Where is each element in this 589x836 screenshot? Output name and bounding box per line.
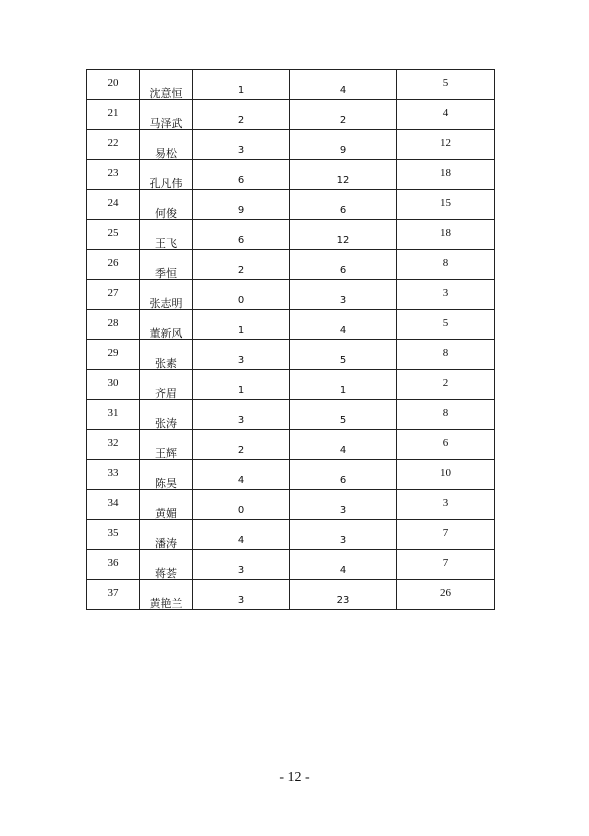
- score-a-cell: [193, 100, 290, 130]
- row-number-cell-text: 27: [107, 287, 119, 299]
- table-row: [87, 430, 495, 460]
- score-a-cell-text: 3: [237, 565, 245, 576]
- row-number-cell: [87, 460, 140, 490]
- row-number-cell-text: 32: [107, 437, 119, 449]
- name-cell-text: 孔凡伟: [149, 178, 183, 190]
- score-a-cell-text: 3: [237, 145, 245, 156]
- total-cell-text: 6: [442, 437, 449, 449]
- total-cell: [397, 550, 495, 580]
- name-cell-text: 潘涛: [155, 538, 177, 550]
- total-cell: [397, 250, 495, 280]
- score-a-cell-text: 1: [237, 85, 245, 96]
- score-b-cell: [290, 310, 397, 340]
- score-b-cell-text: 3: [339, 295, 347, 306]
- table-row: [87, 370, 495, 400]
- score-a-cell: [193, 430, 290, 460]
- page-number: - 12 -: [279, 770, 310, 785]
- table-row: [87, 580, 495, 610]
- score-b-cell-text: 6: [339, 205, 347, 216]
- name-cell: [140, 340, 193, 370]
- name-cell: [140, 220, 193, 250]
- row-number-cell-text: 26: [107, 257, 119, 269]
- table-row: [87, 130, 495, 160]
- score-a-cell: [193, 70, 290, 100]
- score-b-cell-text: 6: [339, 475, 347, 486]
- score-b-cell-text: 9: [339, 145, 347, 156]
- score-a-cell: [193, 520, 290, 550]
- name-cell-text: 黄媚: [155, 508, 177, 520]
- name-cell-text: 沈意恒: [149, 88, 183, 100]
- score-b-cell: [290, 460, 397, 490]
- name-cell: [140, 400, 193, 430]
- score-a-cell-text: 3: [237, 355, 245, 366]
- row-number-cell: [87, 340, 140, 370]
- name-cell-text: 张涛: [155, 418, 177, 430]
- name-cell: [140, 430, 193, 460]
- name-cell: [140, 160, 193, 190]
- total-cell: [397, 280, 495, 310]
- score-a-cell-text: 2: [237, 265, 245, 276]
- name-cell-text: 张素: [155, 358, 177, 370]
- score-a-cell: [193, 280, 290, 310]
- name-cell: [140, 310, 193, 340]
- score-b-cell-text: 4: [339, 325, 347, 336]
- table-row: [87, 490, 495, 520]
- name-cell-text: 王辉: [155, 448, 177, 460]
- score-b-cell: [290, 190, 397, 220]
- score-b-cell: [290, 70, 397, 100]
- score-b-cell-text: 12: [336, 175, 350, 186]
- score-a-cell-text: 4: [237, 475, 245, 486]
- name-cell: [140, 550, 193, 580]
- table-row: [87, 160, 495, 190]
- score-b-cell: [290, 160, 397, 190]
- score-b-cell-text: 5: [339, 355, 347, 366]
- score-b-cell: [290, 400, 397, 430]
- name-cell: [140, 70, 193, 100]
- name-cell: [140, 460, 193, 490]
- total-cell-text: 3: [442, 287, 449, 299]
- score-a-cell-text: 1: [237, 385, 245, 396]
- score-b-cell: [290, 250, 397, 280]
- score-a-cell: [193, 580, 290, 610]
- row-number-cell-text: 35: [107, 527, 119, 539]
- row-number-cell-text: 36: [107, 557, 119, 569]
- score-b-cell-text: 3: [339, 535, 347, 546]
- row-number-cell-text: 31: [107, 407, 119, 419]
- score-b-cell-text: 23: [336, 595, 350, 606]
- total-cell: [397, 220, 495, 250]
- row-number-cell-text: 33: [107, 467, 119, 479]
- score-a-cell-text: 2: [237, 445, 245, 456]
- total-cell-text: 8: [442, 407, 449, 419]
- score-a-cell-text: 0: [237, 505, 245, 516]
- total-cell-text: 4: [442, 107, 449, 119]
- table-row: [87, 520, 495, 550]
- score-a-cell: [193, 340, 290, 370]
- score-b-cell: [290, 280, 397, 310]
- row-number-cell-text: 25: [107, 227, 119, 239]
- total-cell-text: 5: [442, 317, 449, 329]
- table-body: [87, 70, 495, 610]
- name-cell-text: 黄艳兰: [149, 598, 183, 610]
- total-cell-text: 15: [440, 197, 451, 209]
- total-cell: [397, 340, 495, 370]
- row-number-cell-text: 30: [107, 377, 119, 389]
- score-a-cell: [193, 460, 290, 490]
- name-cell-text: 董新风: [149, 328, 183, 340]
- total-cell-text: 18: [440, 227, 451, 239]
- score-a-cell-text: 6: [237, 175, 245, 186]
- name-cell-text: 易松: [155, 148, 177, 160]
- row-number-cell-text: 21: [107, 107, 119, 119]
- name-cell: [140, 280, 193, 310]
- row-number-cell-text: 34: [107, 497, 119, 509]
- row-number-cell-text: 22: [107, 137, 119, 149]
- name-cell-text: 季恒: [155, 268, 177, 280]
- table-row: [87, 310, 495, 340]
- total-cell: [397, 70, 495, 100]
- row-number-cell-text: 29: [107, 347, 119, 359]
- total-cell-text: 3: [442, 497, 449, 509]
- name-cell: [140, 580, 193, 610]
- total-cell-text: 18: [440, 167, 451, 179]
- table-row: [87, 400, 495, 430]
- row-number-cell: [87, 130, 140, 160]
- table-row: [87, 100, 495, 130]
- score-a-cell: [193, 400, 290, 430]
- row-number-cell-text: 37: [107, 587, 119, 599]
- name-cell: [140, 370, 193, 400]
- score-a-cell-text: 3: [237, 415, 245, 426]
- name-cell: [140, 130, 193, 160]
- row-number-cell-text: 24: [107, 197, 119, 209]
- table-row: [87, 460, 495, 490]
- score-a-cell: [193, 490, 290, 520]
- total-cell-text: 7: [442, 527, 449, 539]
- score-b-cell-text: 3: [339, 505, 347, 516]
- name-cell-text: 王飞: [155, 238, 177, 250]
- row-number-cell: [87, 490, 140, 520]
- total-cell: [397, 580, 495, 610]
- score-b-cell-text: 1: [339, 385, 347, 396]
- score-a-cell: [193, 310, 290, 340]
- table-row: [87, 70, 495, 100]
- table-row: [87, 190, 495, 220]
- row-number-cell: [87, 190, 140, 220]
- total-cell: [397, 520, 495, 550]
- name-cell: [140, 100, 193, 130]
- score-a-cell-text: 2: [237, 115, 245, 126]
- row-number-cell: [87, 280, 140, 310]
- total-cell: [397, 490, 495, 520]
- row-number-cell: [87, 310, 140, 340]
- name-cell-text: 马泽武: [149, 118, 183, 130]
- name-cell-text: 张志明: [149, 298, 183, 310]
- total-cell: [397, 130, 495, 160]
- table-row: [87, 550, 495, 580]
- row-number-cell: [87, 430, 140, 460]
- score-b-cell-text: 4: [339, 565, 347, 576]
- score-b-cell: [290, 370, 397, 400]
- score-b-cell-text: 4: [339, 445, 347, 456]
- row-number-cell-text: 20: [107, 77, 119, 89]
- score-a-cell-text: 6: [237, 235, 245, 246]
- row-number-cell: [87, 70, 140, 100]
- score-b-cell: [290, 550, 397, 580]
- total-cell-text: 2: [442, 377, 449, 389]
- total-cell-text: 12: [440, 137, 451, 149]
- score-b-cell-text: 5: [339, 415, 347, 426]
- score-b-cell: [290, 580, 397, 610]
- score-a-cell: [193, 370, 290, 400]
- table-row: [87, 250, 495, 280]
- score-a-cell-text: 0: [237, 295, 245, 306]
- name-cell-text: 何俊: [155, 208, 177, 220]
- score-a-cell: [193, 130, 290, 160]
- total-cell: [397, 100, 495, 130]
- total-cell-text: 8: [442, 347, 449, 359]
- total-cell: [397, 370, 495, 400]
- score-b-cell: [290, 520, 397, 550]
- total-cell: [397, 310, 495, 340]
- score-b-cell-text: 12: [336, 235, 350, 246]
- table-row: [87, 280, 495, 310]
- row-number-cell: [87, 160, 140, 190]
- score-b-cell: [290, 340, 397, 370]
- score-b-cell: [290, 220, 397, 250]
- name-cell-text: 蒋荟: [155, 568, 177, 580]
- row-number-cell: [87, 550, 140, 580]
- score-b-cell-text: 6: [339, 265, 347, 276]
- total-cell: [397, 160, 495, 190]
- total-cell-text: 5: [442, 77, 449, 89]
- row-number-cell: [87, 250, 140, 280]
- score-a-cell: [193, 190, 290, 220]
- total-cell: [397, 190, 495, 220]
- score-a-cell: [193, 220, 290, 250]
- score-b-cell: [290, 130, 397, 160]
- name-cell: [140, 490, 193, 520]
- name-cell-text: 陈昊: [155, 478, 177, 490]
- score-a-cell-text: 4: [237, 535, 245, 546]
- row-number-cell: [87, 220, 140, 250]
- name-cell: [140, 250, 193, 280]
- score-a-cell-text: 3: [237, 595, 245, 606]
- score-b-cell-text: 4: [339, 85, 347, 96]
- row-number-cell: [87, 370, 140, 400]
- total-cell: [397, 400, 495, 430]
- row-number-cell: [87, 100, 140, 130]
- score-b-cell-text: 2: [339, 115, 347, 126]
- name-cell-text: 齐眉: [155, 388, 177, 400]
- row-number-cell: [87, 400, 140, 430]
- total-cell-text: 10: [440, 467, 451, 479]
- score-b-cell: [290, 100, 397, 130]
- score-a-cell: [193, 250, 290, 280]
- total-cell-text: 7: [442, 557, 449, 569]
- row-number-cell: [87, 520, 140, 550]
- table-row: [87, 340, 495, 370]
- score-a-cell-text: 1: [237, 325, 245, 336]
- name-cell: [140, 520, 193, 550]
- score-a-cell-text: 9: [237, 205, 245, 216]
- total-cell-text: 26: [440, 587, 451, 599]
- row-number-cell-text: 28: [107, 317, 119, 329]
- total-cell-text: 8: [442, 257, 449, 269]
- total-cell: [397, 460, 495, 490]
- score-table: [86, 69, 495, 610]
- total-cell: [397, 430, 495, 460]
- score-a-cell: [193, 550, 290, 580]
- row-number-cell-text: 23: [107, 167, 119, 179]
- score-b-cell: [290, 490, 397, 520]
- name-cell: [140, 190, 193, 220]
- score-a-cell: [193, 160, 290, 190]
- row-number-cell: [87, 580, 140, 610]
- score-b-cell: [290, 430, 397, 460]
- table-row: [87, 220, 495, 250]
